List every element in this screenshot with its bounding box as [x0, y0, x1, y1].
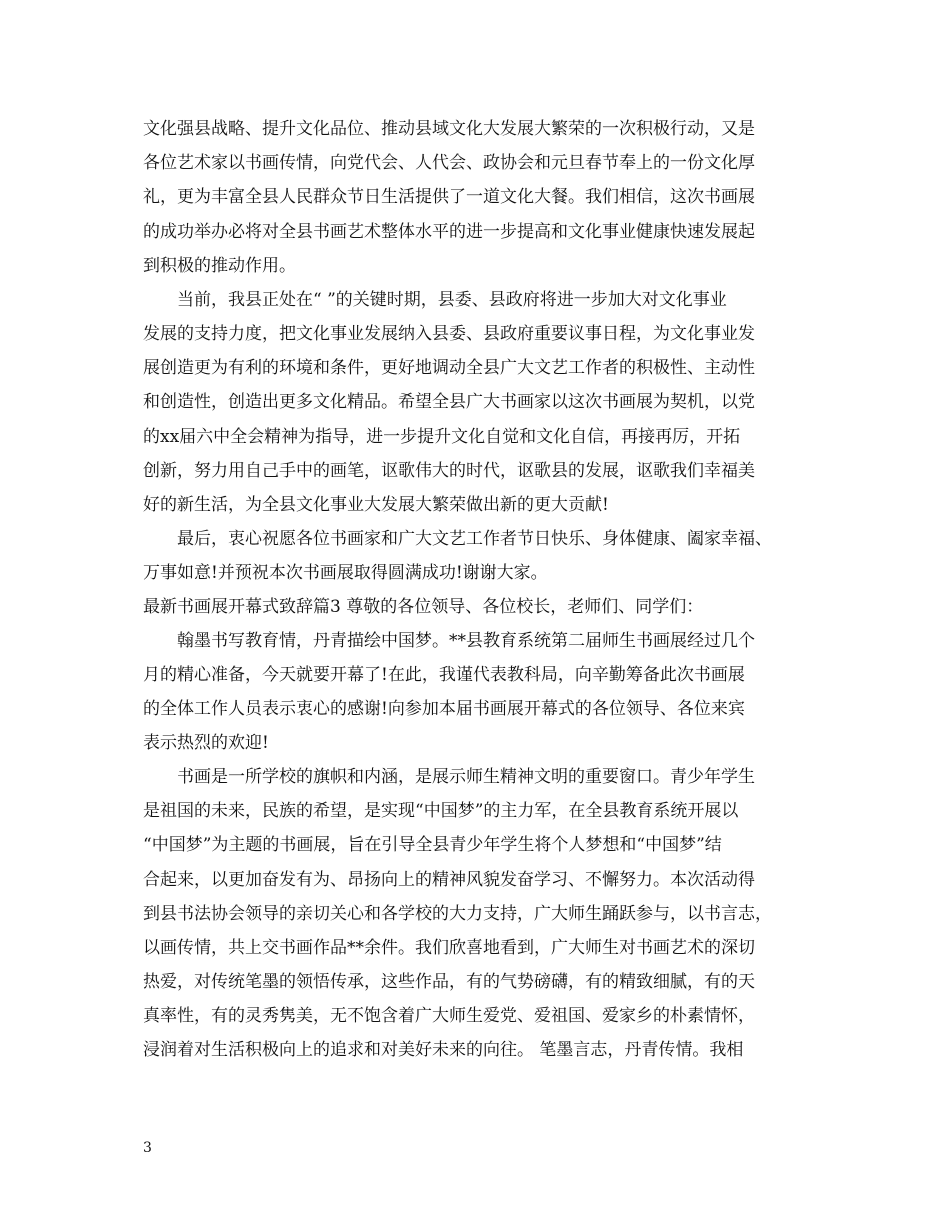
text-line: 的xx届六中全会精神为指导，进一步提升文化自觉和文化自信，再接再厉，开拓	[143, 427, 741, 447]
paragraph-first-line: 当前，我县正处在“ ”的关键时期，县委、县政府将进一步加大对文化事业	[177, 290, 727, 310]
text-line: 是祖国的未来，民族的希望，是实现“中国梦”的主力军，在全县教育系统开展以	[143, 801, 739, 821]
paragraph-first-line: 最后，衷心祝愿各位书画家和广大文艺工作者节日快乐、身体健康、阖家幸福、	[177, 529, 772, 549]
text-line: 月的精心准备，今天就要开幕了!在此，我谨代表教科局，向辛勤筹备此次书画展	[143, 665, 745, 685]
paragraph-first-line: 翰墨书写教育情，丹青描绘中国梦。**县教育系统第二届师生书画展经过几个	[177, 631, 755, 651]
text-line: 万事如意!并预祝本次书画展取得圆满成功!谢谢大家。	[143, 563, 548, 583]
text-line: 以画传情，共上交书画作品**余件。我们欣喜地看到，广大师生对书画艺术的深切	[143, 938, 755, 958]
text-line: 展创造更为有利的环境和条件，更好地调动全县广大文艺工作者的积极性、主动性	[143, 358, 755, 378]
section-heading-line: 最新书画展开幕式致辞篇3 尊敬的各位领导、各位校长，老师们、同学们：	[143, 597, 704, 617]
text-line: 热爱，对传统笔墨的领悟传承，这些作品，有的气势磅礴，有的精致细腻，有的天	[143, 972, 755, 992]
text-line: 的全体工作人员表示衷心的感谢!向参加本届书画展开幕式的各位领导、各位来宾	[143, 699, 745, 719]
paragraph-first-line: 书画是一所学校的旗帜和内涵，是展示师生精神文明的重要窗口。青少年学生	[177, 767, 755, 787]
text-line: 创新，努力用自己手中的画笔，讴歌伟大的时代，讴歌县的发展，讴歌我们幸福美	[143, 461, 755, 481]
text-line: 和创造性，创造出更多文化精品。希望全县广大书画家以这次书画展为契机，以党	[143, 392, 755, 412]
text-line: 好的新生活，为全县文化事业大发展大繁荣做出新的更大贡献!	[143, 495, 609, 515]
text-line: 文化强县战略、提升文化品位、推动县域文化大发展大繁荣的一次积极行动，又是	[143, 119, 755, 139]
text-line: “中国梦”为主题的书画展，旨在引导全县青少年学生将个人梦想和“中国梦”结	[143, 835, 722, 855]
page-number: 3	[143, 1140, 152, 1156]
text-line: 表示热烈的欢迎!	[143, 733, 269, 753]
text-line: 浸润着对生活积极向上的追求和对美好未来的向往。 笔墨言志，丹青传情。我相	[143, 1040, 744, 1060]
text-line: 到积极的推动作用。	[143, 256, 296, 276]
text-line: 合起来，以更加奋发有为、昂扬向上的精神风貌发奋学习、不懈努力。本次活动得	[143, 870, 755, 890]
text-line: 礼，更为丰富全县人民群众节日生活提供了一道文化大餐。我们相信，这次书画展	[143, 187, 755, 207]
text-line: 发展的支持力度，把文化事业发展纳入县委、县政府重要议事日程，为文化事业发	[143, 324, 755, 344]
text-line: 的成功举办必将对全县书画艺术整体水平的进一步提高和文化事业健康快速发展起	[143, 222, 755, 242]
text-line: 到县书法协会领导的亲切关心和各学校的大力支持，广大师生踊跃参与，以书言志，	[143, 904, 772, 924]
text-line: 真率性，有的灵秀隽美，无不饱含着广大师生爱党、爱祖国、爱家乡的朴素情怀，	[143, 1006, 755, 1026]
text-line: 各位艺术家以书画传情，向党代会、人代会、政协会和元旦春节奉上的一份文化厚	[143, 153, 755, 173]
